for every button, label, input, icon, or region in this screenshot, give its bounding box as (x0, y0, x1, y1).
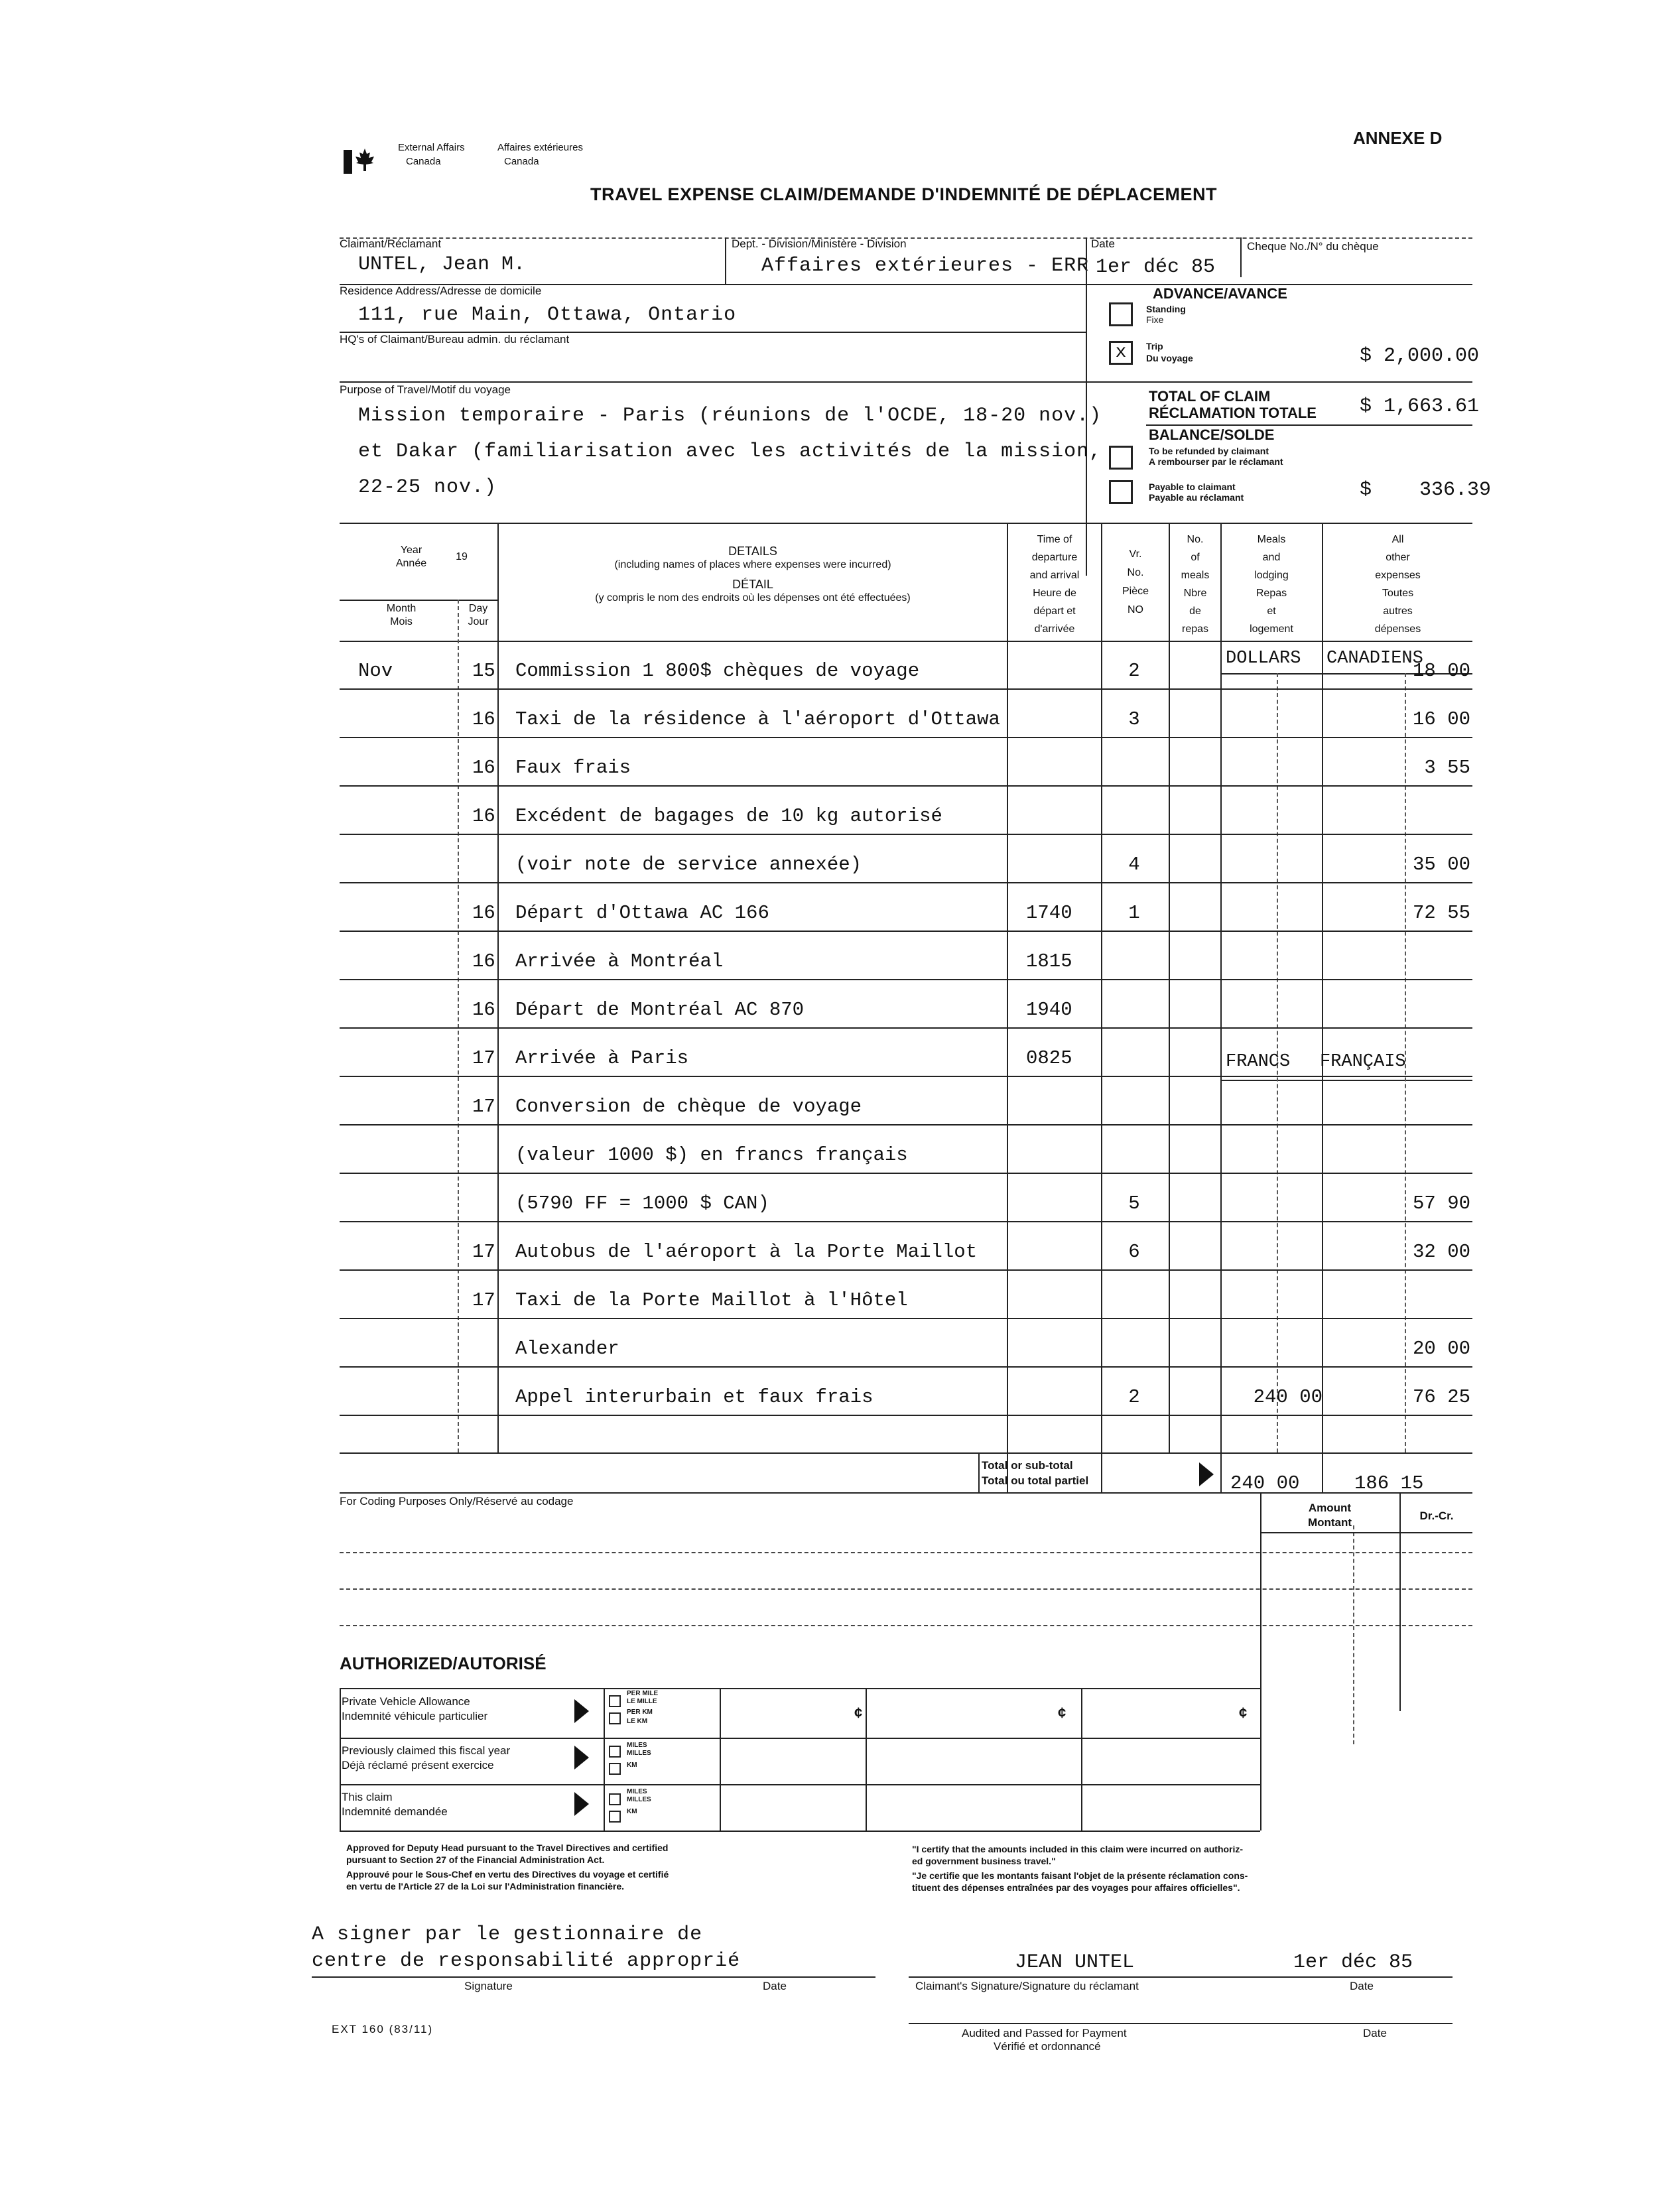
cent-symbol: ¢ (1239, 1704, 1248, 1721)
row-other-expenses: 76 25 (1412, 1386, 1470, 1408)
claimant-label: Claimant/Réclamant (340, 237, 442, 250)
row-voucher: 5 (1128, 1192, 1140, 1214)
cent-symbol: ¢ (1058, 1704, 1066, 1721)
advance-label: ADVANCE/AVANCE (1153, 285, 1287, 302)
row-other-expenses: 57 90 (1412, 1192, 1470, 1214)
row-time: 1940 (1026, 999, 1072, 1021)
hq-label: HQ's of Claimant/Bureau admin. du réclamant (340, 333, 570, 346)
amount-label-en: Amount (1308, 1502, 1352, 1514)
standing-checkbox[interactable] (1109, 302, 1133, 326)
trip-label-fr: Du voyage (1146, 353, 1193, 363)
row-day: 16 (472, 805, 495, 827)
expense-rows (340, 641, 1472, 1452)
row-other-expenses: 32 00 (1412, 1241, 1470, 1263)
audited-label-fr: Vérifié et ordonnancé (994, 2040, 1101, 2053)
balance-label: BALANCE/SOLDE (1149, 426, 1275, 443)
payable-label-en: Payable to claimant (1149, 482, 1236, 492)
row-day: 16 (472, 999, 495, 1021)
purpose-line2: et Dakar (familiarisation avec les activités de la mission, (358, 440, 1102, 463)
meals-lodging-header: Meals and lodging Repas et logement (1250, 534, 1293, 635)
row-other-expenses: 20 00 (1412, 1338, 1470, 1360)
row-other-expenses: 18 00 (1412, 660, 1470, 682)
form-title: TRAVEL EXPENSE CLAIM/DEMANDE D'INDEMNITÉ DE DÉPLACEMENT (590, 184, 1217, 204)
pva-label-fr: Indemnité véhicule particulier (342, 1710, 488, 1722)
row-voucher: 2 (1128, 660, 1140, 682)
claimant-date-label: Date (1350, 1980, 1374, 1992)
le-mille-label: LE MILLE (627, 1698, 657, 1705)
this-km-checkbox[interactable] (609, 1811, 621, 1823)
total-claim-amount: $ 1,663.61 (1360, 395, 1480, 418)
table-row (340, 931, 1472, 980)
row-detail: Alexander (515, 1338, 619, 1360)
currency-canadiens: CANADIENS (1326, 649, 1423, 669)
details-subheader-fr: (y compris le nom des endroits où les dépenses ont été effectuées) (595, 592, 911, 604)
row-day: 17 (472, 1096, 495, 1118)
details-subheader: (including names of places where expenses were incurred) (614, 559, 891, 570)
other-expenses-header: All other expenses Toutes autres dépenses (1374, 534, 1421, 635)
certify-en-line1: "I certify that the amounts included in this claim were incurred on authoriz- (912, 1844, 1244, 1854)
cent-symbol: ¢ (854, 1704, 863, 1721)
row-detail: Départ de Montréal AC 870 (515, 999, 805, 1021)
signature-label: Signature (464, 1980, 513, 1992)
currency-dollars: DOLLARS (1226, 649, 1301, 669)
year-value: 19 (456, 551, 468, 562)
annex-label: ANNEXE D (1353, 128, 1443, 148)
row-time: 1815 (1026, 950, 1072, 972)
authorized-label: AUTHORIZED/AUTORISÉ (340, 1653, 547, 1673)
row-other-expenses: 72 55 (1412, 902, 1470, 924)
date-label: Date (1091, 237, 1115, 250)
row-detail: Appel interurbain et faux frais (515, 1386, 873, 1408)
standing-label-fr: Fixe (1146, 314, 1164, 325)
arrow-right-icon (1199, 1462, 1214, 1486)
year-label: Year (400, 545, 422, 556)
table-row (340, 738, 1472, 786)
row-detail: Taxi de la résidence à l'aéroport d'Ottawa (515, 708, 1000, 730)
currency-francais: FRANÇAIS (1320, 1052, 1406, 1072)
row-day: 16 (472, 708, 495, 730)
row-day: 17 (472, 1241, 495, 1263)
row-other-expenses: 3 55 (1424, 757, 1470, 779)
this-label-fr: Indemnité demandée (342, 1805, 448, 1818)
manager-note-line2: centre de responsabilité approprié (312, 1950, 741, 1972)
total-label-en: Total or sub-total (982, 1459, 1073, 1472)
total-meals: 240 00 (1230, 1472, 1300, 1494)
purpose-line3: 22-25 nov.) (358, 476, 497, 499)
row-voucher: 1 (1128, 902, 1140, 924)
purpose-line1: Mission temporaire - Paris (réunions de l'OCDE, 18-20 nov.) (358, 405, 1102, 427)
arrow-right-icon (574, 1746, 589, 1769)
coding-label: For Coding Purposes Only/Réservé au codage (340, 1495, 574, 1508)
prev-milles-label: MILLES (627, 1750, 651, 1757)
claimant-signature: JEAN UNTEL (1015, 1951, 1135, 1974)
certify-en-line2: ed government business travel." (912, 1856, 1056, 1866)
table-row (340, 1367, 1472, 1415)
voucher-header: Vr. No. Pièce NO (1122, 548, 1149, 615)
claimant-sign-date: 1er déc 85 (1293, 1951, 1413, 1974)
total-claim-label-fr: RÉCLAMATION TOTALE (1149, 405, 1317, 421)
refund-label-fr: A rembourser par le réclamant (1149, 456, 1283, 467)
per-km-checkbox[interactable] (609, 1712, 621, 1724)
refund-label-en: To be refunded by claimant (1149, 446, 1269, 456)
org-line2-fr: Canada (504, 156, 539, 167)
amount-label-fr: Montant (1307, 1516, 1352, 1529)
drcr-label: Dr.-Cr. (1419, 1510, 1454, 1522)
row-detail: Conversion de chèque de voyage (515, 1096, 862, 1118)
total-label-fr: Total ou total partiel (982, 1474, 1089, 1487)
month-label: Month (386, 603, 417, 614)
table-row (340, 1173, 1472, 1222)
org-line2-en: Canada (406, 156, 441, 167)
manager-note-line1: A signer par le gestionnaire de (312, 1923, 703, 1946)
table-row (340, 689, 1472, 738)
advance-amount: $ 2,000.00 (1360, 345, 1480, 367)
this-label-en: This claim (342, 1791, 393, 1803)
table-row (340, 883, 1472, 931)
table-row (340, 1125, 1472, 1173)
this-km-label: KM (627, 1808, 637, 1815)
row-detail: Arrivée à Montréal (515, 950, 724, 972)
row-detail: Commission 1 800$ chèques de voyage (515, 660, 920, 682)
prev-label-en: Previously claimed this fiscal year (342, 1744, 511, 1757)
row-other-expenses: 16 00 (1412, 708, 1470, 730)
table-row (340, 786, 1472, 834)
date-label: Date (763, 1980, 787, 1992)
balance-amount: $ 336.39 (1360, 479, 1492, 501)
row-detail: (voir note de service annexée) (515, 854, 862, 875)
certify-fr-line1: "Je certifie que les montants faisant l'objet de la présente réclamation cons- (912, 1870, 1248, 1881)
payable-label-fr: Payable au réclamant (1149, 492, 1244, 503)
row-day: 16 (472, 950, 495, 972)
details-header: DETAILS (728, 545, 777, 558)
table-row (340, 1076, 1472, 1125)
payable-checkbox[interactable] (1109, 480, 1133, 504)
audited-date-label: Date (1363, 2027, 1387, 2039)
table-row (340, 1028, 1472, 1076)
row-day: 17 (472, 1289, 495, 1311)
dept-label: Dept. - Division/Ministère - Division (732, 237, 907, 250)
row-meals: 240 00 (1253, 1386, 1323, 1408)
pva-label-en: Private Vehicle Allowance (342, 1695, 470, 1708)
per-km-label: PER KM (627, 1708, 653, 1716)
le-km-label: LE KM (627, 1718, 648, 1725)
approval-en-line2: pursuant to Section 27 of the Financial Administration Act. (346, 1854, 605, 1865)
table-row (340, 1270, 1472, 1318)
row-day: 17 (472, 1047, 495, 1069)
row-detail: Autobus de l'aéroport à la Porte Maillot (515, 1241, 978, 1263)
this-milles-label: MILLES (627, 1796, 651, 1803)
row-detail: Taxi de la Porte Maillot à l'Hôtel (515, 1289, 908, 1311)
dept-value: Affaires extérieures - ERR (761, 255, 1090, 277)
row-detail: Arrivée à Paris (515, 1047, 689, 1069)
row-other-expenses: 35 00 (1412, 854, 1470, 875)
purpose-label: Purpose of Travel/Motif du voyage (340, 383, 511, 396)
audited-label-en: Audited and Passed for Payment (962, 2027, 1127, 2039)
row-day: 16 (472, 757, 495, 779)
row-day: 15 (472, 660, 495, 682)
row-voucher: 3 (1128, 708, 1140, 730)
claim-date: 1er déc 85 (1096, 256, 1216, 279)
trip-checkbox[interactable]: x (1109, 341, 1133, 365)
approval-fr-line2: en vertu de l'Article 27 de la Loi sur l'Administration financière. (346, 1881, 624, 1892)
total-claim-label-en: TOTAL OF CLAIM (1149, 388, 1271, 405)
table-row (340, 834, 1472, 883)
prev-km-label: KM (627, 1762, 637, 1769)
total-other: 186 15 (1354, 1472, 1424, 1494)
prev-label-fr: Déjà réclamé présent exercice (342, 1759, 494, 1771)
this-miles-label: MILES (627, 1788, 647, 1795)
certify-fr-line2: tituent des dépenses entraînées par des voyages pour affaires officielles". (912, 1882, 1240, 1893)
month-label-fr: Mois (390, 616, 413, 627)
this-miles-checkbox[interactable] (609, 1793, 621, 1805)
approval-fr-line1: Approuvé pour le Sous-Chef en vertu des Directives du voyage et certifié (346, 1869, 669, 1880)
residence-address: 111, rue Main, Ottawa, Ontario (358, 304, 737, 326)
approval-en-line1: Approved for Deputy Head pursuant to the Travel Directives and certified (346, 1842, 669, 1853)
table-row (340, 641, 1472, 689)
per-mile-checkbox[interactable] (609, 1695, 621, 1707)
row-detail: (5790 FF = 1000 $ CAN) (515, 1192, 769, 1214)
claimant-name: UNTEL, Jean M. (358, 253, 526, 276)
row-detail: Faux frais (515, 757, 631, 779)
details-header-fr: DÉTAIL (732, 578, 773, 591)
row-time: 1740 (1026, 902, 1072, 924)
table-row (340, 980, 1472, 1028)
refund-checkbox[interactable] (1109, 446, 1133, 470)
claimant-signature-label: Claimant's Signature/Signature du réclamant (915, 1980, 1139, 1992)
time-header: Time of departure and arrival Heure de départ et d'arrivée (1029, 534, 1080, 635)
row-detail: (valeur 1000 $) en francs français (515, 1144, 908, 1166)
prev-miles-checkbox[interactable] (609, 1746, 621, 1758)
day-label-fr: Jour (468, 616, 489, 627)
per-mile-label: PER MILE (627, 1690, 659, 1697)
year-label-fr: Année (395, 558, 427, 569)
residence-label: Residence Address/Adresse de domicile (340, 285, 542, 297)
row-day: 16 (472, 902, 495, 924)
row-time: 0825 (1026, 1047, 1072, 1069)
row-detail: Départ d'Ottawa AC 166 (515, 902, 769, 924)
row-voucher: 6 (1128, 1241, 1140, 1263)
org-line1-en: External Affairs (398, 142, 465, 153)
standing-label-en: Standing (1146, 304, 1186, 314)
prev-km-checkbox[interactable] (609, 1763, 621, 1775)
form-number: EXT 160 (83/11) (332, 2023, 434, 2035)
row-voucher: 4 (1128, 854, 1140, 875)
prev-miles-label: MILES (627, 1742, 647, 1749)
table-row (340, 1318, 1472, 1367)
arrow-right-icon (574, 1792, 589, 1816)
trip-label-en: Trip (1146, 341, 1163, 352)
row-voucher: 2 (1128, 1386, 1140, 1408)
day-label: Day (468, 603, 488, 614)
currency-francs: FRANCS (1226, 1052, 1291, 1072)
org-line1-fr: Affaires extérieures (497, 142, 583, 153)
row-month: Nov (358, 660, 393, 682)
table-row (340, 1222, 1472, 1270)
meals-count-header: No. of meals Nbre de repas (1181, 534, 1210, 635)
arrow-right-icon (574, 1699, 589, 1723)
cheque-label: Cheque No./N° du chèque (1247, 240, 1379, 253)
row-detail: Excédent de bagages de 10 kg autorisé (515, 805, 942, 827)
canada-flag-icon (344, 147, 377, 174)
